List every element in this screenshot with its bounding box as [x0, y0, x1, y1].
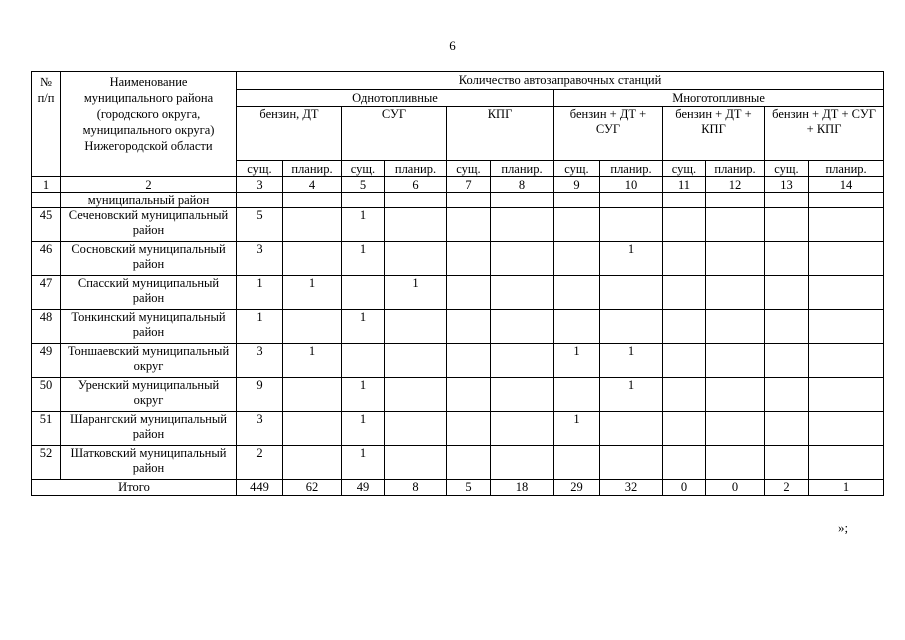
row-value [385, 412, 447, 446]
row-value [385, 446, 447, 480]
row-value [491, 193, 554, 208]
column-index: 5 [342, 177, 385, 193]
header-group-benzin-dt-sug-kpg: бензин + ДТ + СУГ + КПГ [765, 107, 884, 161]
row-num: 52 [32, 446, 61, 480]
header-num: № п/п [32, 72, 61, 177]
row-value: 3 [237, 344, 283, 378]
row-value: 3 [237, 412, 283, 446]
row-value: 1 [342, 378, 385, 412]
header-group-benzin-dt: бензин, ДТ [237, 107, 342, 161]
row-value [385, 208, 447, 242]
row-value [765, 412, 809, 446]
row-value [554, 193, 600, 208]
row-value [491, 378, 554, 412]
row-value: 1 [342, 242, 385, 276]
row-value [447, 412, 491, 446]
header-group-sug: СУГ [342, 107, 447, 161]
row-num: 45 [32, 208, 61, 242]
table-row [32, 310, 884, 344]
row-value [706, 446, 765, 480]
header-group-benzin-dt-sug: бензин + ДТ + СУГ [554, 107, 663, 161]
row-value: 1 [554, 412, 600, 446]
sub-header: сущ. [447, 161, 491, 177]
total-body [32, 480, 884, 496]
row-num: 49 [32, 344, 61, 378]
row-name: Тоншаевский муниципальный округ [61, 344, 237, 378]
row-value [765, 310, 809, 344]
column-index: 9 [554, 177, 600, 193]
row-value [554, 378, 600, 412]
row-value: 1 [237, 310, 283, 344]
row-value: 1 [600, 378, 663, 412]
row-value [491, 208, 554, 242]
row-value [706, 344, 765, 378]
row-value [663, 276, 706, 310]
continuation-row [32, 193, 884, 208]
row-num: 46 [32, 242, 61, 276]
table-row [32, 208, 884, 242]
row-value: 1 [342, 208, 385, 242]
row-value [491, 276, 554, 310]
sub-header: планир. [385, 161, 447, 177]
total-value: 0 [663, 480, 706, 496]
row-value [283, 310, 342, 344]
closing-mark: »; [838, 520, 849, 535]
row-value [447, 242, 491, 276]
row-name: Сеченовский муниципальный район [61, 208, 237, 242]
column-index: 3 [237, 177, 283, 193]
header-quantity: Количество автозаправочных станций [237, 72, 884, 90]
row-value: 9 [237, 378, 283, 412]
row-value [283, 412, 342, 446]
row-value [283, 193, 342, 208]
row-value: 1 [342, 412, 385, 446]
row-value [663, 412, 706, 446]
table-body [32, 193, 884, 480]
row-value [809, 310, 884, 344]
row-value [554, 276, 600, 310]
row-name: Спасский муниципальный район [61, 276, 237, 310]
row-value [765, 344, 809, 378]
total-value: 29 [554, 480, 600, 496]
row-value [663, 193, 706, 208]
row-value [663, 378, 706, 412]
sub-header: планир. [809, 161, 884, 177]
row-value [809, 344, 884, 378]
row-value [283, 378, 342, 412]
column-index: 8 [491, 177, 554, 193]
row-value [765, 446, 809, 480]
row-value [765, 208, 809, 242]
row-value: 1 [342, 310, 385, 344]
row-value [447, 446, 491, 480]
row-value [385, 310, 447, 344]
row-value [809, 446, 884, 480]
total-value: 8 [385, 480, 447, 496]
row-value [385, 344, 447, 378]
row-value: 1 [342, 446, 385, 480]
sub-header: сущ. [663, 161, 706, 177]
row-value [600, 310, 663, 344]
row-value [706, 208, 765, 242]
row-value [491, 242, 554, 276]
row-value: 1 [283, 344, 342, 378]
column-index: 7 [447, 177, 491, 193]
row-num: 48 [32, 310, 61, 344]
column-index: 12 [706, 177, 765, 193]
sub-header: сущ. [554, 161, 600, 177]
row-value [706, 412, 765, 446]
row-value [237, 193, 283, 208]
row-value [447, 208, 491, 242]
row-value: 1 [385, 276, 447, 310]
row-value: 1 [600, 344, 663, 378]
sub-header: сущ. [342, 161, 385, 177]
row-value: 3 [237, 242, 283, 276]
column-index: 13 [765, 177, 809, 193]
row-name: Шарангский муниципальный район [61, 412, 237, 446]
row-name: Сосновский муниципальный район [61, 242, 237, 276]
row-value [447, 344, 491, 378]
total-value: 2 [765, 480, 809, 496]
gas-stations-table [31, 71, 884, 496]
row-value [600, 446, 663, 480]
row-value [706, 276, 765, 310]
row-value [554, 242, 600, 276]
row-value [283, 446, 342, 480]
table-row [32, 412, 884, 446]
sub-header: планир. [706, 161, 765, 177]
row-value [600, 412, 663, 446]
table-row [32, 276, 884, 310]
header-row-1 [32, 72, 884, 90]
row-value [554, 208, 600, 242]
row-value [706, 242, 765, 276]
row-value [809, 412, 884, 446]
row-value: 5 [237, 208, 283, 242]
row-value [385, 378, 447, 412]
column-index: 10 [600, 177, 663, 193]
total-value: 62 [283, 480, 342, 496]
row-num: 47 [32, 276, 61, 310]
row-value [491, 446, 554, 480]
row-value [663, 242, 706, 276]
row-value [706, 378, 765, 412]
row-value [600, 193, 663, 208]
row-value: 1 [283, 276, 342, 310]
row-value [765, 193, 809, 208]
column-index-row [32, 177, 884, 193]
row-name: муниципальный район [61, 193, 237, 208]
total-value: 18 [491, 480, 554, 496]
row-value [283, 242, 342, 276]
row-value [600, 276, 663, 310]
sub-header: планир. [491, 161, 554, 177]
sub-header: планир. [283, 161, 342, 177]
column-index: 1 [32, 177, 61, 193]
row-value [342, 344, 385, 378]
row-value [283, 208, 342, 242]
row-value [342, 276, 385, 310]
row-value [765, 378, 809, 412]
row-value [809, 242, 884, 276]
row-value [491, 344, 554, 378]
row-value [554, 446, 600, 480]
row-name: Шатковский муниципальный район [61, 446, 237, 480]
row-value [706, 193, 765, 208]
column-index: 11 [663, 177, 706, 193]
row-num: 51 [32, 412, 61, 446]
sub-header: сущ. [237, 161, 283, 177]
row-value [765, 276, 809, 310]
row-value [491, 310, 554, 344]
row-value [765, 242, 809, 276]
row-value: 1 [600, 242, 663, 276]
row-value [600, 208, 663, 242]
table-row [32, 242, 884, 276]
total-label: Итого [32, 480, 237, 496]
column-index: 2 [61, 177, 237, 193]
row-value [342, 193, 385, 208]
row-name: Уренский муниципальный округ [61, 378, 237, 412]
total-value: 449 [237, 480, 283, 496]
header-single-fuel: Однотопливные [237, 90, 554, 107]
sub-header: сущ. [765, 161, 809, 177]
header-group-benzin-dt-kpg: бензин + ДТ + КПГ [663, 107, 765, 161]
row-value: 1 [554, 344, 600, 378]
header-group-kpg: КПГ [447, 107, 554, 161]
header-name: Наименование муниципального района (городского округа, муниципального округа) Нижегородской области [61, 72, 237, 177]
header-multi-fuel: Многотопливные [554, 90, 884, 107]
table-row [32, 446, 884, 480]
row-value [491, 412, 554, 446]
row-value [447, 310, 491, 344]
total-value: 0 [706, 480, 765, 496]
row-value [809, 276, 884, 310]
column-index: 4 [283, 177, 342, 193]
total-value: 1 [809, 480, 884, 496]
row-value [385, 193, 447, 208]
column-index: 14 [809, 177, 884, 193]
column-index: 6 [385, 177, 447, 193]
row-value: 2 [237, 446, 283, 480]
total-row [32, 480, 884, 496]
row-value [809, 208, 884, 242]
total-value: 32 [600, 480, 663, 496]
total-value: 5 [447, 480, 491, 496]
table-row [32, 378, 884, 412]
row-value [554, 310, 600, 344]
row-num [32, 193, 61, 208]
row-name: Тонкинский муниципальный район [61, 310, 237, 344]
row-value [447, 193, 491, 208]
row-num: 50 [32, 378, 61, 412]
row-value [663, 310, 706, 344]
total-value: 49 [342, 480, 385, 496]
sub-header: планир. [600, 161, 663, 177]
row-value [447, 276, 491, 310]
page-number: 6 [449, 38, 456, 53]
row-value [447, 378, 491, 412]
row-value: 1 [237, 276, 283, 310]
row-value [706, 310, 765, 344]
row-value [809, 378, 884, 412]
row-value [663, 344, 706, 378]
table-row [32, 344, 884, 378]
row-value [385, 242, 447, 276]
row-value [663, 446, 706, 480]
row-value [663, 208, 706, 242]
row-value [809, 193, 884, 208]
